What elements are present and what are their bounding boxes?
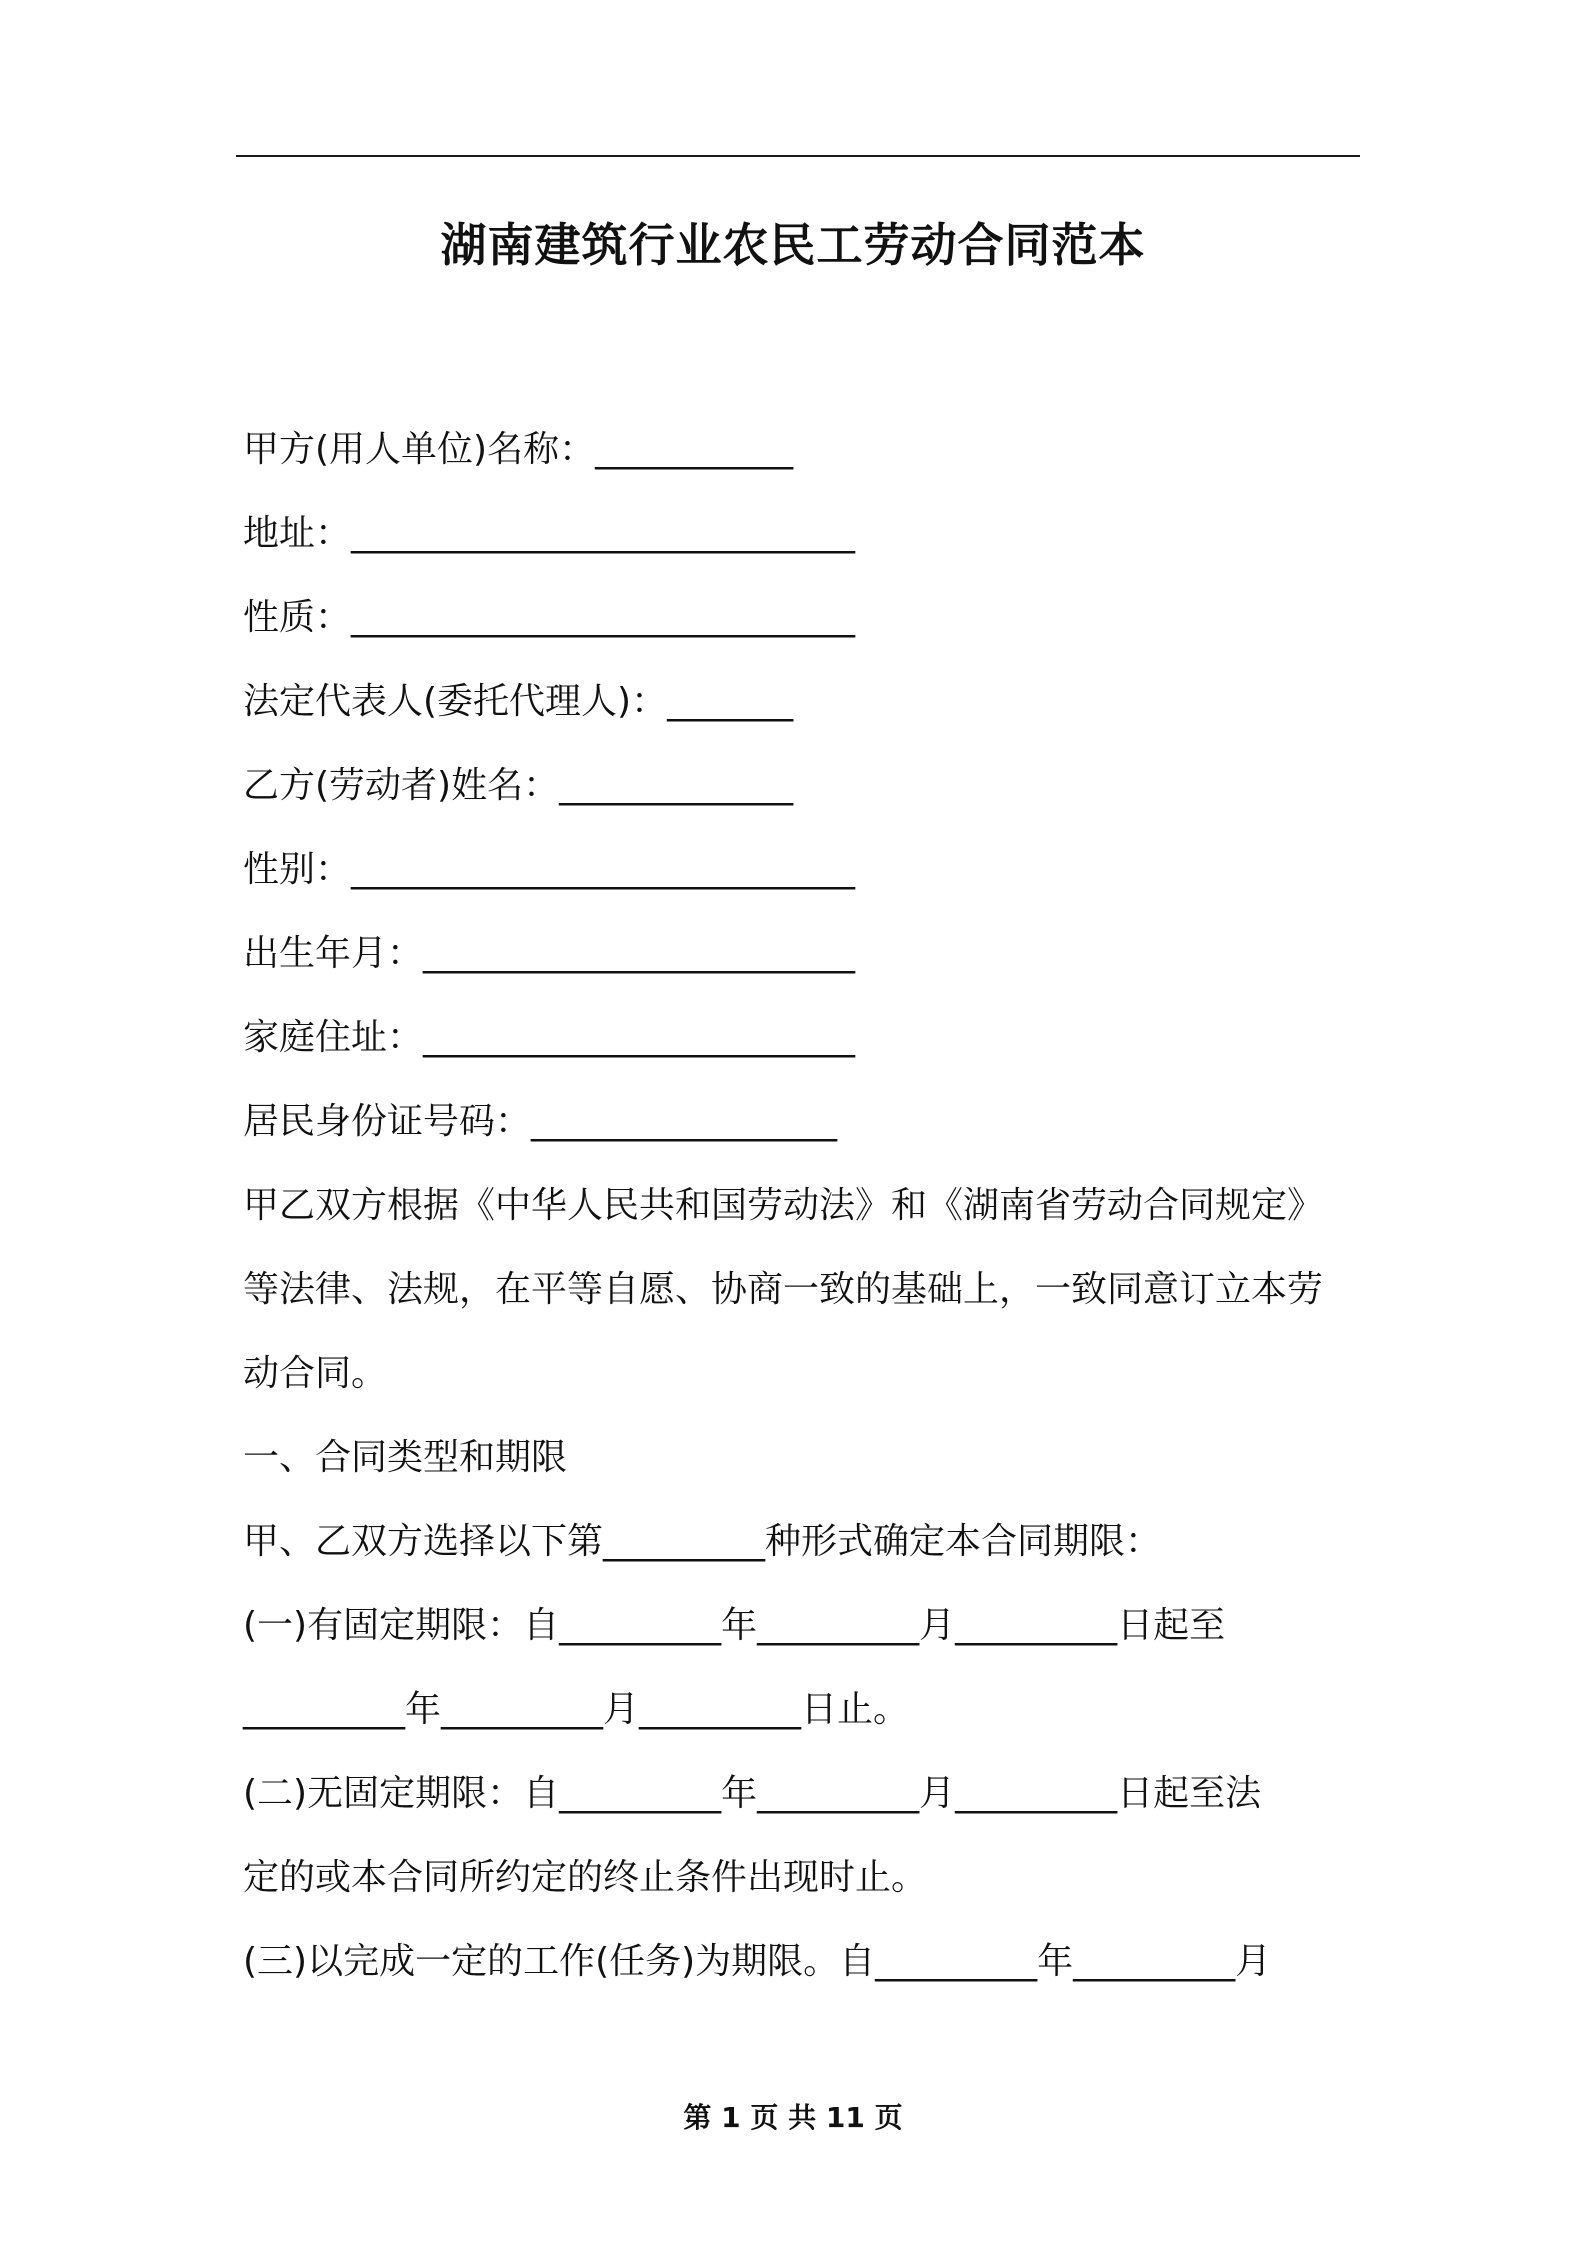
field-employee-name: 乙方(劳动者)姓名：_____________ <box>243 765 794 806</box>
field-birth-date: 出生年月：________________________ <box>243 933 856 974</box>
field-id-number: 居民身份证号码：_________________ <box>243 1101 838 1142</box>
field-home-address: 家庭住址：________________________ <box>243 1017 856 1058</box>
paragraph-line: 甲乙双方根据《中华人民共和国劳动法》和《湖南省劳动合同规定》 <box>243 1185 1324 1226</box>
field-gender: 性别：____________________________ <box>243 849 856 890</box>
field-address: 地址：____________________________ <box>243 513 856 554</box>
paragraph-line: (三)以完成一定的工作(任务)为期限。自_________年_________月 <box>243 1941 1272 1982</box>
field-employer-name: 甲方(用人单位)名称：___________ <box>243 429 794 470</box>
paragraph-line: 动合同。 <box>243 1353 388 1394</box>
document-title: 湖南建筑行业农民工劳动合同范本 <box>440 218 1146 272</box>
paragraph-line: 等法律、法规，在平等自愿、协商一致的基础上，一致同意订立本劳 <box>243 1269 1324 1310</box>
field-legal-representative: 法定代表人(委托代理人)：_______ <box>243 681 794 722</box>
paragraph-line: 定的或本合同所约定的终止条件出现时止。 <box>243 1857 928 1898</box>
paragraph-line: (一)有固定期限：自_________年_________月_________日起至 <box>243 1605 1226 1646</box>
paragraph-line: _________年_________月_________日止。 <box>243 1689 910 1730</box>
page-number-footer: 第 1 页 共 11 页 <box>683 2101 903 2134</box>
document-body <box>243 408 1361 2004</box>
header-rule <box>236 155 1360 157</box>
paragraph-line: (二)无固定期限：自_________年_________月_________日起至法 <box>243 1773 1262 1814</box>
paragraph-line: 甲、乙双方选择以下第_________种形式确定本合同期限： <box>243 1521 1162 1562</box>
field-nature: 性质：____________________________ <box>243 597 856 638</box>
section-heading: 一、合同类型和期限 <box>243 1437 568 1478</box>
